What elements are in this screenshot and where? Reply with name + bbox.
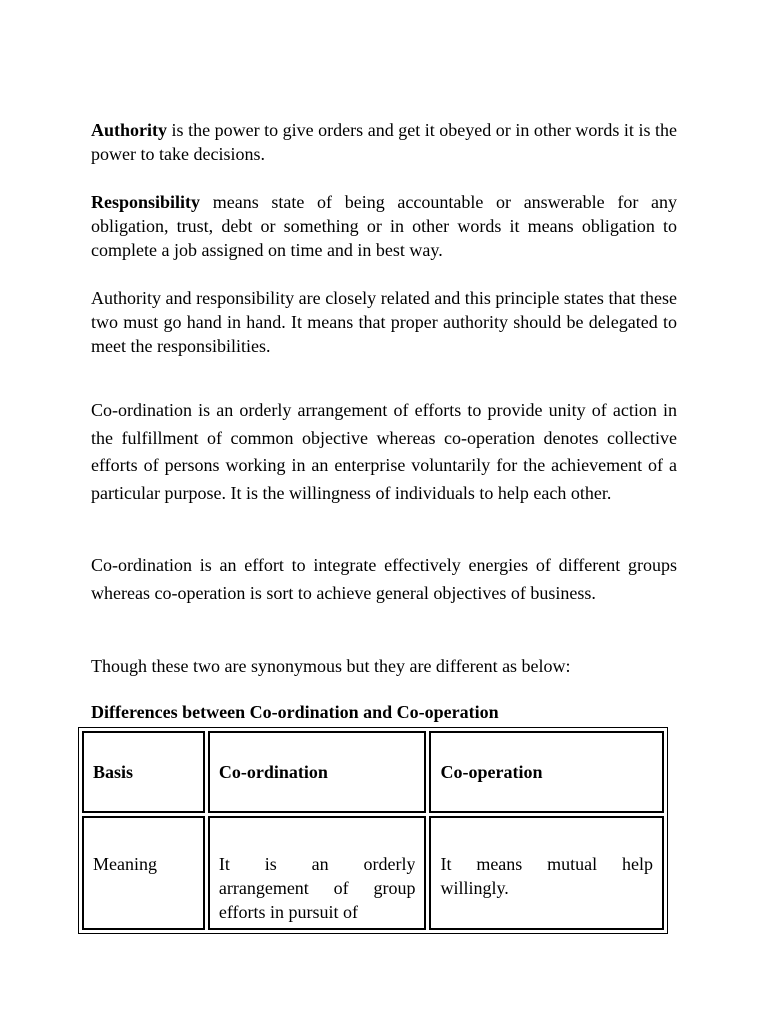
differences-table xyxy=(78,727,668,934)
table-header-row xyxy=(82,731,664,813)
coordination-effort-paragraph: Co-ordination is an effort to integrate effectively energies of different groups whereas co-operation is sort to achieve general objectives of business. xyxy=(91,555,677,603)
responsibility-definition: means state of being accountable or answerable for any obligation, trust, debt or something or in other words it means obligation to complete a job assigned on time and in best way. xyxy=(91,192,677,260)
header-cooperation: Co-operation xyxy=(429,731,664,813)
table-row xyxy=(82,816,664,930)
authority-term: Authority xyxy=(91,120,167,140)
header-coordination: Co-ordination xyxy=(208,731,427,813)
cell-coordination xyxy=(208,816,427,930)
responsibility-paragraph xyxy=(91,190,677,262)
table-heading: Differences between Co-ordination and Co-operation xyxy=(91,702,499,722)
header-basis: Basis xyxy=(82,731,205,813)
cell-coordination-text: It is an orderly arrangement of group efforts in pursuit of xyxy=(218,854,416,922)
cell-basis xyxy=(82,816,205,930)
relation-paragraph: Authority and responsibility are closely related and this principle states that these two must go hand in hand. It means that proper authority should be delegated to meet the responsibilities. xyxy=(91,288,677,356)
authority-paragraph xyxy=(91,118,677,166)
coordination-definition-paragraph: Co-ordination is an orderly arrangement of efforts to provide unity of action in the fulfillment of common objective whereas co-operation denotes collective efforts of persons working in an enterprise voluntarily for the achievement of a particular purpose. It is the willingness of individuals to help each other. xyxy=(91,400,677,503)
cell-basis-text: Meaning xyxy=(93,854,157,874)
synonymous-paragraph: Though these two are synonymous but they are different as below: xyxy=(91,656,571,676)
responsibility-term: Responsibility xyxy=(91,192,201,212)
cell-cooperation-text: It means mutual help willingly. xyxy=(440,854,653,898)
cell-cooperation xyxy=(429,816,664,930)
authority-definition: is the power to give orders and get it obeyed or in other words it is the power to take decisions. xyxy=(91,120,677,164)
